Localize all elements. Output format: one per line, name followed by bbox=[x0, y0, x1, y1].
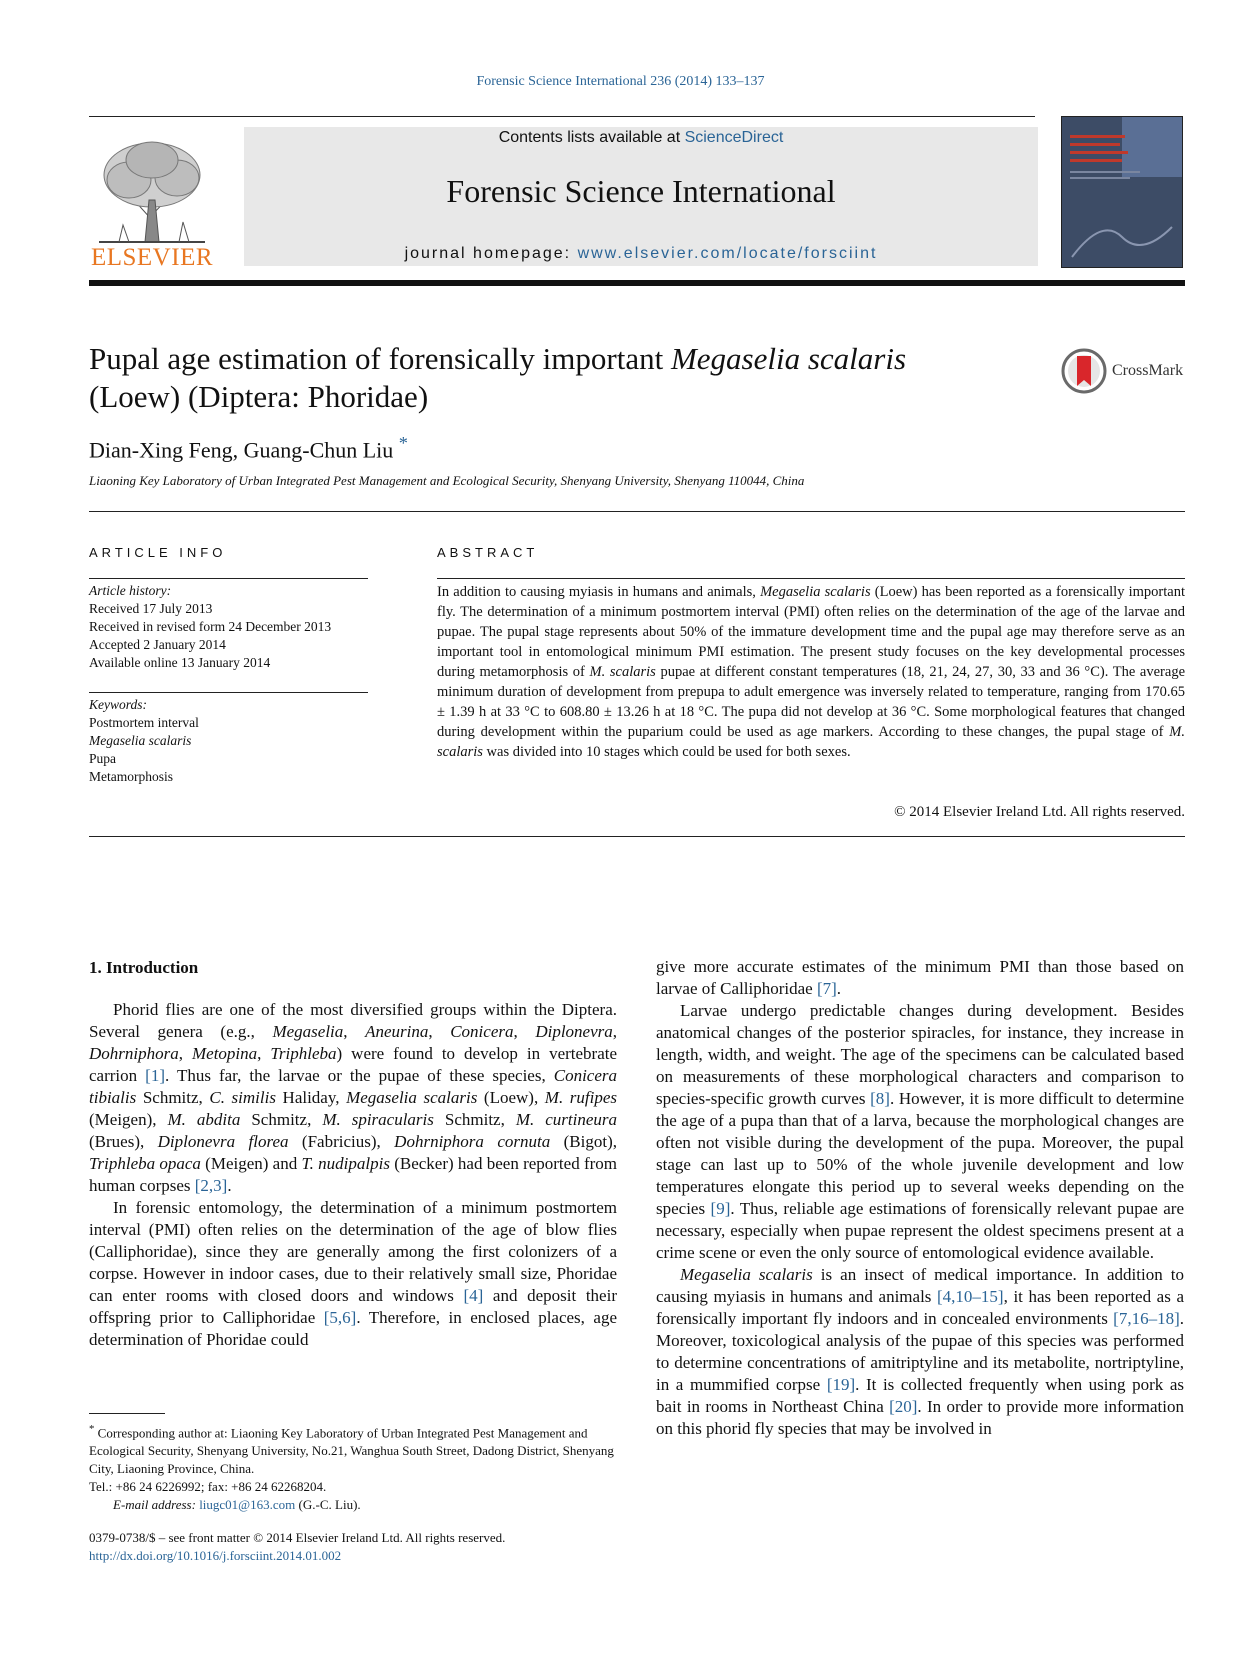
paragraph: give more accurate estimates of the minimum PMI than those based on larvae of Calliphoridae [7]. bbox=[656, 957, 1184, 998]
homepage-prefix: journal homepage: bbox=[404, 245, 578, 262]
publisher-wordmark: ELSEVIER bbox=[90, 244, 214, 271]
journal-cover-image-icon bbox=[1061, 116, 1183, 268]
divider bbox=[89, 692, 368, 693]
keywords-label: Keywords: bbox=[89, 697, 147, 712]
header-rule bbox=[89, 116, 1035, 117]
header-thick-rule bbox=[89, 280, 1185, 286]
history-item: Available online 13 January 2014 bbox=[89, 655, 271, 670]
history-item: Received in revised form 24 December 2013 bbox=[89, 619, 332, 634]
divider bbox=[89, 836, 1185, 837]
corresponding-author-footnote bbox=[89, 1420, 617, 1514]
email-label: E-mail address: bbox=[113, 1497, 196, 1513]
footnote-phone: Tel.: +86 24 6226992; fax: +86 24 62268204. bbox=[89, 1479, 327, 1495]
paragraph: Megaselia scalaris is an insect of medical importance. In addition to causing myiasis in humans and animals [4,10–15], it has been reported as a forensically important fly indoors and in concealed environments [7,16–18]. Moreover, toxicological analysis of the pupae of this species was performed to determine concentrations of amitriptyline and its metabolite, nortriptyline, in a mummified corpse [19]. It is collected frequently when using pork as bait in rooms in Northeast China [20]. In order to provide more information on this phorid fly species that may be involved in bbox=[656, 1265, 1185, 1438]
keyword: Postmortem interval bbox=[89, 715, 199, 730]
author-names: Dian-Xing Feng, Guang-Chun Liu bbox=[89, 437, 394, 463]
body-column-right bbox=[656, 956, 1184, 1440]
abstract-text: In addition to causing myiasis in humans and animals, Megaselia scalaris (Loew) has been reported as a forensically important fly. The determination of a minimum postmortem interval (PMI) often relies on the determination of the age of the larvae and pupae. The pupal stage represents about 50% of the immature development time and the pupal age may therefore serve as an important tool in entomological minimum PMI estimation. The present study focuses on the key developmental processes during metamorphosis of M. scalaris pupae at different constant temperatures (18, 21, 24, 27, 30, 33 and 36 °C). The average minimum duration of development from prepupa to adult emergence was inversely related to temperature, ranging from 170.65 ± 1.39 h at 33 °C to 608.80 ± 13.26 h at 18 °C. The pupa did not develop at 36 °C. Some morphological features that changed during development within the puparium could be used as age markers. According to these changes, the pupal stage of M. scalaris was divided into 10 stages which could be used for both sexes. bbox=[437, 584, 1186, 760]
paragraph: Larvae undergo predictable changes during development. Besides anatomical changes of the posterior spiracles, for instance, they increase in length, width, and weight. The age of the specimens can be calculated based on measurements of these morphological characters and comparison to species-specific growth curves [8]. However, it is more difficult to determine the age of a pupa than that of a larva, because the morphological changes are often not visible during the development of the pupa. Moreover, the pupal stage can last up to 50% of the whole juvenile development and low temperatures elongate this period up to several weeks depending on the species [9]. Thus, reliable age estimations of forensically relevant pupae are necessary, especially when pupae represent the oldest specimens present at a crime scene or even the only source of entomological evidence available. bbox=[656, 1001, 1185, 1262]
sciencedirect-link[interactable]: ScienceDirect bbox=[684, 129, 784, 146]
crossmark-icon bbox=[1061, 348, 1107, 394]
journal-name: Forensic Science International bbox=[446, 173, 836, 209]
corresponding-author-mark[interactable]: * bbox=[398, 433, 408, 453]
divider bbox=[437, 578, 1185, 579]
paragraph: In forensic entomology, the determination of a minimum postmortem interval (PMI) often relies on the determination of the age of blow flies (Calliphoridae), since they are generally among the first colonizers of a corpse. However in indoor cases, due to their relatively small size, Phoridae can enter rooms with closed doors and windows [4] and deposit their offspring prior to Calliphoridae [5,6]. Therefore, in enclosed places, age determination of Phoridae could bbox=[89, 1198, 617, 1349]
authors bbox=[89, 433, 408, 463]
front-matter-text: 0379-0738/$ – see front matter © 2014 Elsevier Ireland Ltd. All rights reserved. bbox=[89, 1530, 506, 1545]
article-history bbox=[89, 582, 369, 672]
footnote-email bbox=[89, 1496, 617, 1514]
history-label: Article history: bbox=[89, 583, 172, 598]
abstract-copyright: © 2014 Elsevier Ireland Ltd. All rights reserved. bbox=[894, 804, 1185, 820]
affiliation: Liaoning Key Laboratory of Urban Integrated Pest Management and Ecological Security, Shenyang University, Shenyang 110044, China bbox=[89, 473, 805, 488]
journal-homepage-line bbox=[244, 245, 1038, 263]
abstract-heading: ABSTRACT bbox=[437, 545, 539, 560]
keywords bbox=[89, 696, 369, 786]
contents-line bbox=[244, 129, 1038, 147]
title-part2: (Loew) (Diptera: Phoridae) bbox=[89, 379, 429, 414]
doi-link[interactable]: http://dx.doi.org/10.1016/j.forsciint.2014.01.002 bbox=[89, 1548, 342, 1563]
history-item: Received 17 July 2013 bbox=[89, 601, 213, 616]
history-item: Accepted 2 January 2014 bbox=[89, 637, 226, 652]
front-matter bbox=[89, 1529, 689, 1565]
divider bbox=[89, 578, 368, 579]
paragraph: Phorid flies are one of the most diversified groups within the Diptera. Several genera (e.g., Megaselia, Aneurina, Conicera, Diplonevra, Dohrniphora, Metopina, Triphleba) were found to develop in vertebrate carrion [1]. Thus far, the larvae or the pupae of these species, Conicera tibialis Schmitz, C. similis Haliday, Megaselia scalaris (Loew), M. rufipes (Meigen), M. abdita Schmitz, M. spiracularis Schmitz, M. curtineura (Brues), Diplonevra florea (Fabricius), Dohrniphora cornuta (Bigot), Triphleba opaca (Meigen) and T. nudipalpis (Becker) had been reported from human corpses [2,3]. bbox=[89, 1000, 618, 1195]
crossmark-label: CrossMark bbox=[1112, 362, 1184, 379]
footnote-address: * Corresponding author at: Liaoning Key Laboratory of Urban Integrated Pest Management and Ecological Security, Shenyang University, No.21, Wanghua South Street, Dadong District, Shenyang City, Liaoning Province, China. bbox=[89, 1423, 614, 1477]
keyword: Pupa bbox=[89, 751, 116, 766]
email-suffix: (G.-C. Liu). bbox=[295, 1497, 361, 1513]
crossmark-badge[interactable] bbox=[1061, 348, 1186, 396]
title-part1: Pupal age estimation of forensically important bbox=[89, 341, 671, 376]
keyword: Metamorphosis bbox=[89, 769, 173, 784]
body-column-left bbox=[89, 999, 617, 1351]
keyword: Megaselia scalaris bbox=[89, 733, 192, 748]
email-link[interactable]: liugc01@163.com bbox=[199, 1497, 296, 1513]
title-species: Megaselia scalaris bbox=[670, 341, 907, 376]
footnote-rule bbox=[89, 1413, 165, 1414]
homepage-link[interactable]: www.elsevier.com/locate/forsciint bbox=[577, 245, 878, 262]
article-title bbox=[89, 340, 1019, 416]
journal-banner bbox=[244, 127, 1038, 266]
contents-prefix: Contents lists available at bbox=[498, 129, 685, 146]
journal-citation: Forensic Science International 236 (2014) 133–137 bbox=[476, 74, 765, 89]
section-heading-introduction: 1. Introduction bbox=[89, 958, 199, 977]
divider bbox=[89, 511, 1185, 512]
article-info-heading: ARTICLE INFO bbox=[89, 545, 227, 560]
